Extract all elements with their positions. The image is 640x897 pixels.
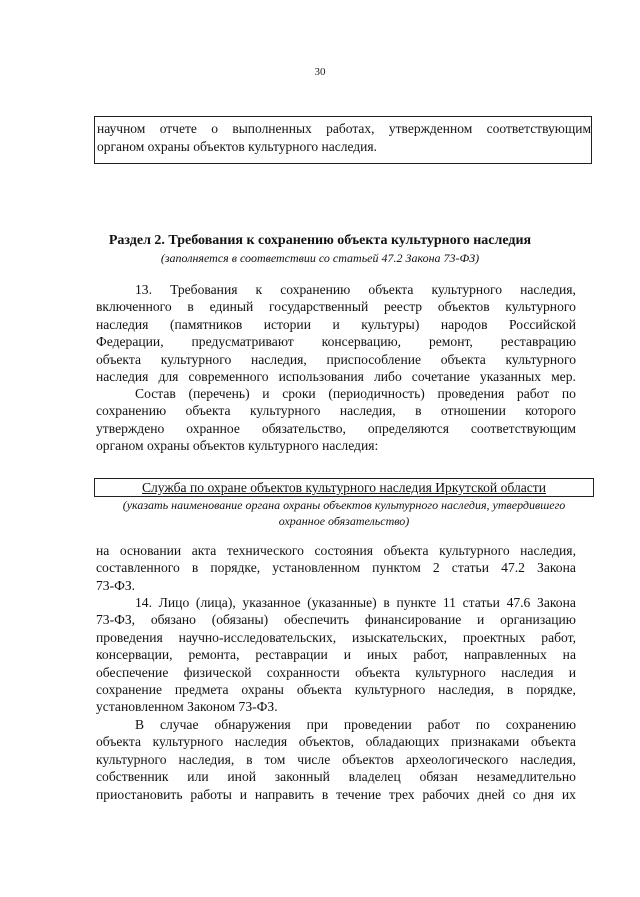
previous-text-box xyxy=(94,116,592,164)
para14-line: 14. Лицо (лица), указанное (указанные) в пункте 11 статьи 47.6 Закона xyxy=(135,595,576,610)
page-number: 30 xyxy=(314,66,326,78)
para13-line: 13. Требования к сохранению объекта культурного наследия, xyxy=(135,282,576,297)
box-line-1: научном отчете о выполненных работах, утвержденном соответствующим xyxy=(97,121,591,136)
section-subtitle: (заполняется в соответствии со статьей 47.2 Закона 73-ФЗ) xyxy=(160,251,480,265)
para-basis-line: составленного в порядке, установленном пунктом 2 статьи 47.2 Закона xyxy=(96,560,576,576)
para-discovery-line: объекта культурного наследия объектов, обладающих признаками объекта xyxy=(96,734,576,750)
para13-line: наследия для современного использования либо сочетание указанных мер. xyxy=(96,369,576,384)
para14-line: консервации, ремонта, реставрации и иных работ, направленных на xyxy=(96,647,576,663)
para14-line: установленном Законом 73-ФЗ. xyxy=(96,699,278,715)
para-basis-line: 73-ФЗ. xyxy=(96,577,136,593)
para-discovery-line: культурного наследия, в том числе объектов археологического наследия, xyxy=(96,751,576,767)
para13-line: наследия (памятников истории и культуры) народов Российской xyxy=(96,316,576,332)
para14-line: обеспечение физической сохранности объекта культурного наследия и xyxy=(96,664,576,680)
authority-note-line-1: (указать наименование органа охраны объектов культурного наследия, утвердившего xyxy=(122,498,566,512)
para13-line: объекта культурного наследия, приспособление объекта культурного xyxy=(96,351,576,367)
section-title: Раздел 2. Требования к сохранению объекта культурного наследия xyxy=(108,233,532,248)
para13-line: включенного в единый государственный реестр объектов культурного xyxy=(96,299,576,315)
para-composition-line: сохранению объекта культурного наследия, в отношении которого xyxy=(96,403,576,419)
authority-note xyxy=(94,497,594,529)
authority-box xyxy=(94,478,594,497)
para-composition-line: утверждено охранное обязательство, определяются соответствующим xyxy=(96,420,576,436)
para14-line: сохранение предмета охраны объекта культурного наследия, в порядке, xyxy=(96,682,576,697)
para13-line: Федерации, предусматривают консервацию, ремонт, реставрацию xyxy=(96,334,576,350)
para-discovery-line: В случае обнаружения при проведении работ по сохранению xyxy=(135,717,576,732)
para-composition-line: органом охраны объектов культурного наследия: xyxy=(96,438,379,454)
para-basis-line: на основании акта технического состояния объекта культурного наследия, xyxy=(96,543,576,558)
authority-note-line-2: охранное обязательство) xyxy=(278,514,410,528)
box-line-2: органом охраны объектов культурного наследия. xyxy=(97,139,377,154)
para-discovery-line: приостановить работы и направить в течение трех рабочих дней со дня их xyxy=(96,786,576,802)
para-discovery-line: собственник или иной законный владелец обязан незамедлительно xyxy=(96,769,576,785)
para14-line: проведения научно-исследовательских, изыскательских, проектных работ, xyxy=(96,629,576,645)
para14-line: 73-ФЗ, обязано (обязаны) обеспечить финансирование и организацию xyxy=(96,612,576,628)
authority-name: Служба по охране объектов культурного наследия Иркутской области xyxy=(141,480,547,495)
para-composition-line: Состав (перечень) и сроки (периодичность) проведения работ по xyxy=(135,386,576,401)
